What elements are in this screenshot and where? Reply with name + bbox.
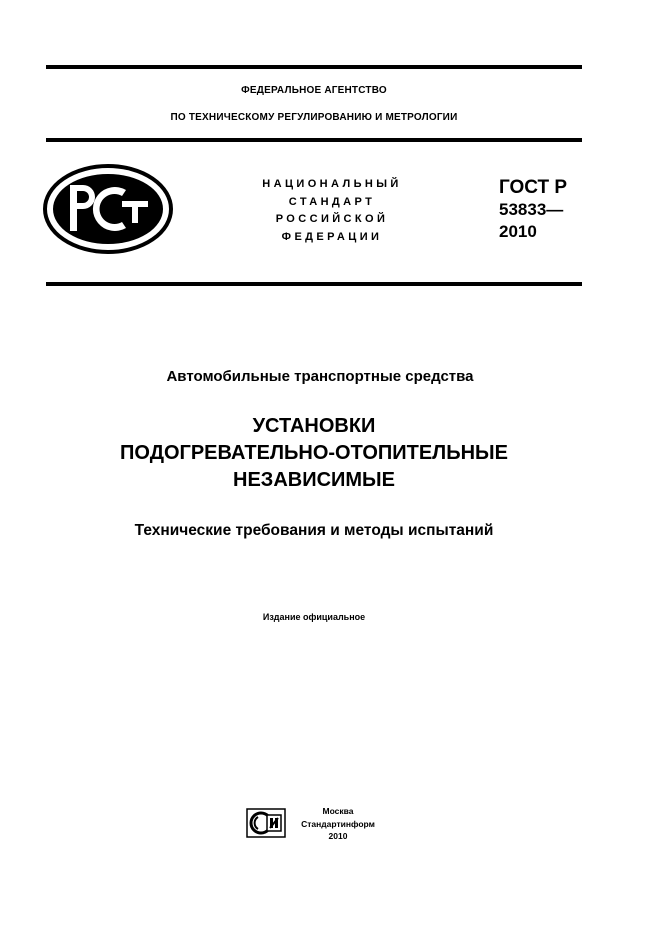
title-line-2: ПОДОГРЕВАТЕЛЬНО-ОТОПИТЕЛЬНЫЕ bbox=[120, 442, 508, 464]
designation-year: 2010 bbox=[499, 222, 537, 241]
title-line-3: НЕЗАВИСИМЫЕ bbox=[233, 469, 395, 491]
designation-number: 53833— bbox=[499, 200, 564, 219]
agency-line-2: ПО ТЕХНИЧЕСКОМУ РЕГУЛИРОВАНИЮ И МЕТРОЛОГИИ bbox=[170, 112, 458, 123]
document-title bbox=[0, 413, 628, 494]
lower-rule bbox=[46, 282, 582, 286]
publisher-name: Стандартинформ bbox=[301, 818, 375, 829]
publisher-imprint bbox=[296, 805, 380, 843]
title-line-1: УСТАНОВКИ bbox=[252, 415, 376, 437]
upper-rule bbox=[46, 138, 582, 142]
standard-type bbox=[232, 176, 432, 246]
document-subtitle: Технические требования и методы испытаний bbox=[134, 522, 494, 539]
publisher-city: Москва bbox=[322, 806, 354, 816]
edition-note: Издание официальное bbox=[262, 612, 366, 622]
standartinform-logo-icon bbox=[246, 808, 286, 843]
designation-prefix: ГОСТ Р bbox=[499, 177, 568, 198]
standard-type-line-4: ФЕДЕРАЦИИ bbox=[281, 230, 383, 243]
standard-type-line-1: НАЦИОНАЛЬНЫЙ bbox=[262, 178, 402, 190]
agency-line-1: ФЕДЕРАЛЬНОЕ АГЕНТСТВО bbox=[241, 85, 387, 96]
top-rule bbox=[46, 65, 582, 69]
document-subject: Автомобильные транспортные средства bbox=[166, 368, 474, 385]
standard-type-line-3: РОССИЙСКОЙ bbox=[275, 213, 389, 225]
standard-designation bbox=[499, 177, 567, 243]
publisher-year: 2010 bbox=[328, 831, 348, 841]
standard-type-line-2: СТАНДАРТ bbox=[288, 195, 376, 208]
rst-certification-mark-icon bbox=[42, 163, 174, 260]
